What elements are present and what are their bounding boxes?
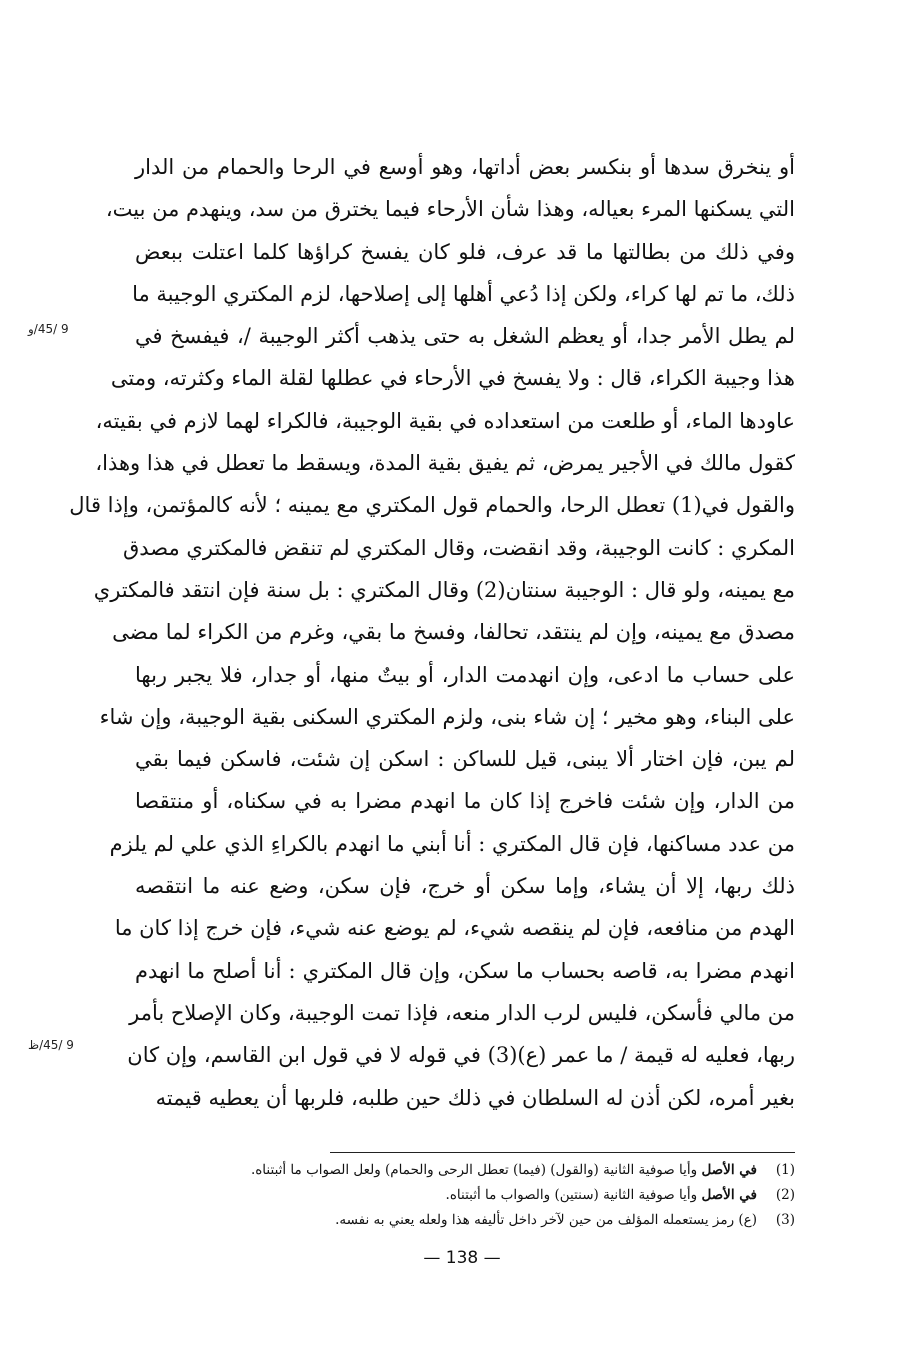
text-line: مع يمينه، ولو قال : الوجيبة سنتان(2) وقال المكتري : بل سنة فإن انتقد فالمكتري <box>93 577 795 602</box>
footnote-number: (3) <box>775 1212 795 1228</box>
footnote-source: في الأصل <box>701 1162 757 1178</box>
footnote-divider <box>330 1152 795 1153</box>
footnote <box>135 1208 795 1233</box>
main-text-block <box>69 146 795 1119</box>
text-line: من مالي فأسكن، فليس لرب الدار منعه، فإذا تمت الوجيبة، وكان الإصلاح بأمر <box>129 1000 795 1025</box>
text-line: ذلك، ما تم لها كراء، ولكن إذا دُعي أهلها إلى إصلاحها، لزم المكتري الوجيبة ما <box>132 281 795 306</box>
folio-margin-note: 9 /45/و <box>28 322 69 336</box>
footnote-text: (ع) رمز يستعمله المؤلف من حين لآخر داخل تأليفه هذا ولعله يعني به نفسه. <box>335 1212 757 1228</box>
text-line: على البناء، وهو مخير ؛ إن شاء بنى، ولزم المكتري السكنى بقية الوجيبة، وإن شاء <box>99 704 795 729</box>
footnote-text: وأيا صوفية الثانية (والقول) (فيما) تعطل الرحى والحمام) ولعل الصواب ما أثبتناه. <box>250 1162 702 1178</box>
footnote-number: (2) <box>775 1187 795 1203</box>
folio-margin-note: 9 /45/ظ <box>28 1038 74 1052</box>
footnotes-block <box>135 1158 795 1233</box>
footnote <box>135 1158 795 1183</box>
text-line: من عدد مساكنها، فإن قال المكتري : أنا أبني ما انهدم بالكراءِ الذي علي لم يلزم <box>109 831 795 856</box>
text-line: الهدم من منافعه، فإن لم ينقصه شيء، لم يوضع عنه شيء، فإن خرج إذا كان ما <box>114 916 795 941</box>
text-line: وفي ذلك من بطالتها ما قد عرف، فلو كان يفسخ كراؤها كلما اعتلت ببعض <box>135 239 795 264</box>
text-line: انهدم مضرا به، قاصه بحساب ما سكن، وإن قال المكتري : أنا أصلح ما انهدم <box>135 958 795 983</box>
text-line: أو ينخرق سدها أو بنكسر بعض أداتها، وهو أوسع في الرحا والحمام من الدار <box>135 155 795 179</box>
footnote-source: في الأصل <box>701 1187 757 1203</box>
text-line: على حساب ما ادعى، وإن انهدمت الدار، أو بيتٌ منها، أو جدار، فلا يجبر ربها <box>135 662 795 687</box>
text-line: ربها، فعليه له قيمة / ما عمر (ع)(3) في قوله لا في قول ابن القاسم، وإن كان <box>127 1043 795 1068</box>
footnote-text: وأيا صوفية الثانية (سنتين) والصواب ما أثبتناه. <box>445 1187 702 1203</box>
text-line: التي يسكنها المرء بعياله، وهذا شأن الأرحاء فيما يخترق من سد، وينهدم من بيت، <box>105 197 795 222</box>
footnote <box>135 1183 795 1208</box>
text-line: مصدق مع يمينه، وإن لم ينتقد، تحالفا، وفسخ ما بقي، وغرم من الكراء لما مضى <box>112 620 795 645</box>
text-line: لم يبن، فإن اختار ألا يبنى، قيل للساكن : اسكن إن شئت، فاسكن فيما بقي <box>135 747 795 772</box>
text-line: بغير أمره، لكن أذن له السلطان في ذلك حين طلبه، فلربها أن يعطيه قيمته <box>155 1085 795 1110</box>
text-line: والقول في(1) تعطل الرحا، والحمام قول المكتري مع يمينه ؛ لأنه كالمؤتمن، وإذا قال <box>69 493 795 518</box>
text-line: المكري : كانت الوجيبة، وقد انقضت، وقال المكتري لم تنقض فالمكتري مصدق <box>122 535 795 560</box>
footnote-number: (1) <box>775 1162 795 1178</box>
text-line: عاودها الماء، أو طلعت من استعداده في بقية الوجيبة، فالكراء لهما لازم في بقيته، <box>95 408 795 433</box>
page-number: — 138 — <box>423 1248 501 1268</box>
text-line: لم يطل الأمر جدا، أو يعظم الشغل به حتى يذهب أكثر الوجيبة /، فيفسخ في <box>135 324 795 349</box>
text-line: كقول مالك في الأجير يمرض، ثم يفيق بقية المدة، ويسقط ما تعطل في هذا وهذا، <box>95 451 795 476</box>
text-line: من الدار، وإن شئت فاخرج إذا كان ما انهدم مضرا به في سكناه، أو منتقصا <box>135 789 795 814</box>
text-line: ذلك ربها، إلا أن يشاء، وإما سكن أو خرج، فإن سكن، وضع عنه ما انتقصه <box>135 874 795 899</box>
text-line: هذا وجيبة الكراء، قال : ولا يفسخ في الأرحاء في عطلها لقلة الماء وكثرته، ومتى <box>110 366 795 391</box>
